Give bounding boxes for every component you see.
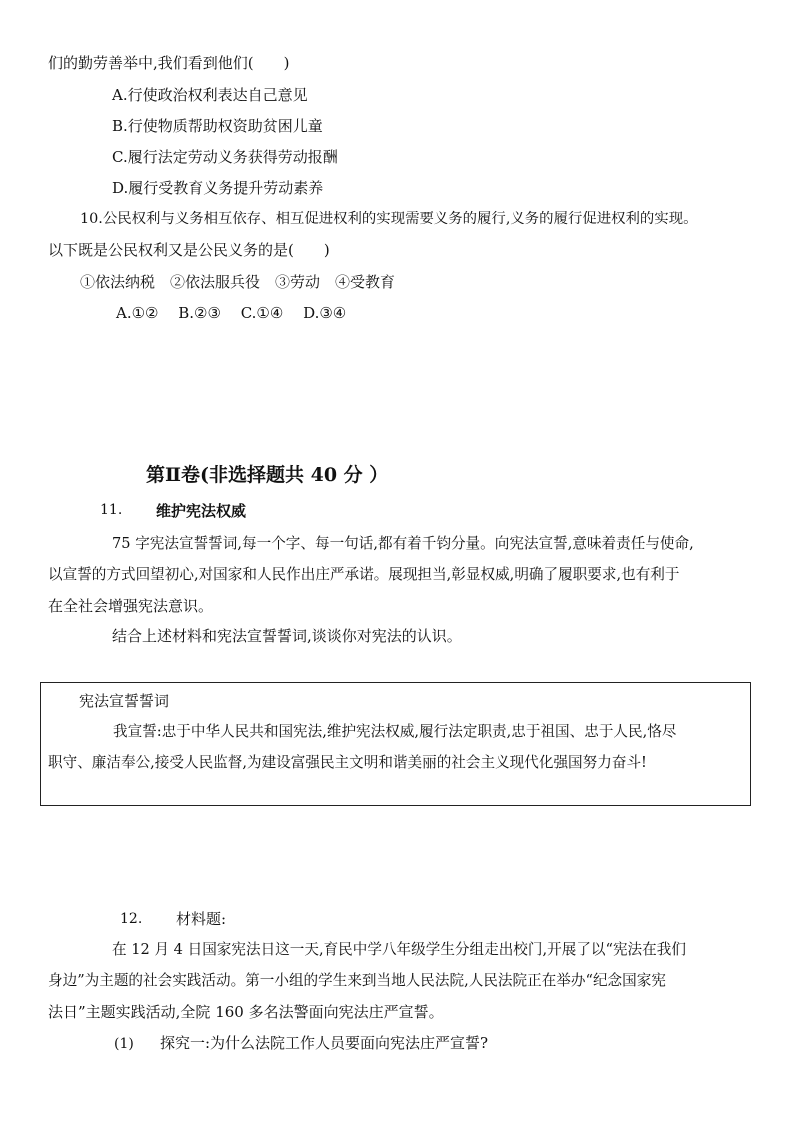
q12-paragraph-line2: 身边”为主题的社会实践活动。第一小组的学生来到当地人民法院,人民法院正在举办“纪念国家宪 xyxy=(48,972,666,989)
q9-option-b: B.行使物质帮助权资助贫困儿童 xyxy=(112,117,323,135)
q11-number: 11. xyxy=(100,502,123,518)
section-2-title: 第Ⅱ卷(非选择题共 40 分 ） xyxy=(146,464,389,486)
q11-paragraph-line2: 以宣誓的方式回望初心,对国家和人民作出庄严承诺。展现担当,彰显权威,明确了履职要求,也有利于 xyxy=(48,566,680,583)
q9-option-c: C.履行法定劳动义务获得劳动报酬 xyxy=(112,148,338,166)
q9-option-d: D.履行受教育义务提升劳动素养 xyxy=(112,179,324,197)
q10-choices: A.①② B.②③ C.①④ D.③④ xyxy=(116,304,347,322)
q11-heading: 维护宪法权威 xyxy=(156,502,247,520)
q12-paragraph-line3: 法日”主题实践活动,全院 160 多名法警面向宪法庄严宣誓。 xyxy=(48,1003,444,1021)
oath-text-line2: 职守、廉洁奉公,接受人民监督,为建设富强民主文明和谐美丽的社会主义现代化强国努力奋斗! xyxy=(48,754,647,771)
oath-box-title: 宪法宣誓誓词 xyxy=(79,692,170,710)
q9-option-a: A.行使政治权利表达自己意见 xyxy=(112,86,308,104)
q12-sub-number: (1) xyxy=(114,1036,134,1052)
oath-text-line1: 我宣誓:忠于中华人民共和国宪法,维护宪法权威,履行法定职责,忠于祖国、忠于人民,恪尽 xyxy=(113,723,677,740)
q12-number: 12. xyxy=(120,911,143,927)
q12-paragraph-line1: 在 12 月 4 日国家宪法日这一天,育民中学八年级学生分组走出校门,开展了以“宪法在我们 xyxy=(112,941,686,958)
q12-heading: 材料题: xyxy=(176,910,227,928)
q9-stem-tail: 们的勤劳善举中,我们看到他们( ) xyxy=(48,54,290,72)
q11-prompt: 结合上述材料和宪法宣誓誓词,谈谈你对宪法的认识。 xyxy=(112,627,462,645)
q10-stem-line2: 以下既是公民权利又是公民义务的是( ) xyxy=(48,241,330,259)
q10-stem-line1: 10.公民权利与义务相互依存、相互促进权利的实现需要义务的履行,义务的履行促进权利的实现。 xyxy=(80,211,698,227)
q10-items: ①依法纳税 ②依法服兵役 ③劳动 ④受教育 xyxy=(80,273,396,291)
q11-paragraph-line1: 75 字宪法宣誓誓词,每一个字、每一句话,都有着千钧分量。向宪法宣誓,意味着责任与使命, xyxy=(112,535,694,552)
q12-sub-question: 探究一:为什么法院工作人员要面向宪法庄严宣誓? xyxy=(160,1034,489,1052)
constitution-oath-box xyxy=(40,682,751,806)
q11-paragraph-line3: 在全社会增强宪法意识。 xyxy=(48,597,214,615)
